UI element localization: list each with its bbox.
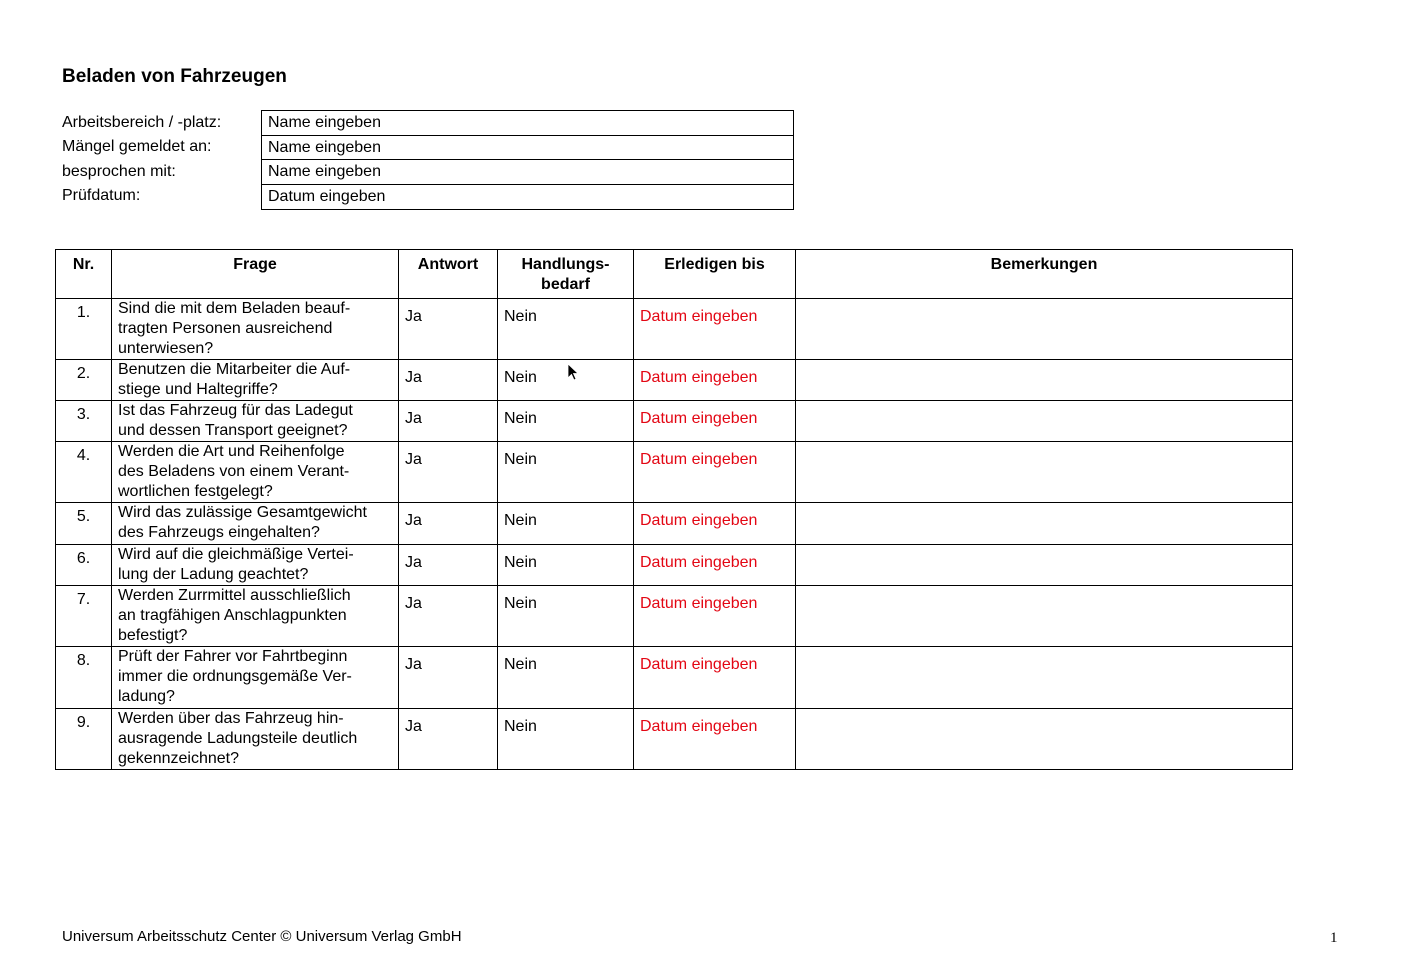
arbeitsbereich-field[interactable]: Name eingeben xyxy=(262,111,793,136)
due-date-field[interactable]: Datum eingeben xyxy=(634,442,796,503)
meta-label-besprochen: besprochen mit: xyxy=(62,163,176,180)
remarks-cell[interactable] xyxy=(796,545,1293,586)
due-date-field[interactable]: Datum eingeben xyxy=(634,647,796,709)
due-date-field[interactable]: Datum eingeben xyxy=(634,709,796,770)
table-row xyxy=(56,647,1293,709)
answer-cell[interactable]: Ja xyxy=(399,709,498,770)
action-needed-cell[interactable]: Nein xyxy=(498,360,634,401)
meta-fields-box xyxy=(261,110,794,210)
answer-cell[interactable]: Ja xyxy=(399,360,498,401)
remarks-cell[interactable] xyxy=(796,442,1293,503)
header-frage: Frage xyxy=(112,250,399,299)
row-number: 8. xyxy=(56,647,112,709)
row-number: 2. xyxy=(56,360,112,401)
footer-copyright: Universum Arbeitsschutz Center © Universum Verlag GmbH xyxy=(62,928,462,945)
question-text: Werden Zurrmittel ausschließlich an tragfähigen Anschlagpunkten befestigt? xyxy=(112,586,399,647)
question-text: Benutzen die Mitarbeiter die Auf- stiege und Haltegriffe? xyxy=(112,360,399,401)
table-header-row xyxy=(56,250,1293,299)
table-row xyxy=(56,299,1293,360)
question-text: Sind die mit dem Beladen beauf- tragten Personen ausreichend unterwiesen? xyxy=(112,299,399,360)
header-antwort: Antwort xyxy=(399,250,498,299)
row-number: 5. xyxy=(56,503,112,545)
header-erledigen-bis: Erledigen bis xyxy=(634,250,796,299)
checklist-table xyxy=(55,249,1293,770)
table-row xyxy=(56,709,1293,770)
due-date-field[interactable]: Datum eingeben xyxy=(634,545,796,586)
remarks-cell[interactable] xyxy=(796,503,1293,545)
document-title: Beladen von Fahrzeugen xyxy=(62,66,287,87)
action-needed-cell[interactable]: Nein xyxy=(498,545,634,586)
table-row xyxy=(56,503,1293,545)
question-text: Wird das zulässige Gesamtgewicht des Fahrzeugs eingehalten? xyxy=(112,503,399,545)
row-number: 4. xyxy=(56,442,112,503)
meta-label-maengel: Mängel gemeldet an: xyxy=(62,138,212,155)
action-needed-cell[interactable]: Nein xyxy=(498,401,634,442)
header-nr: Nr. xyxy=(56,250,112,299)
answer-cell[interactable]: Ja xyxy=(399,299,498,360)
row-number: 7. xyxy=(56,586,112,647)
question-text: Wird auf die gleichmäßige Vertei- lung der Ladung geachtet? xyxy=(112,545,399,586)
due-date-field[interactable]: Datum eingeben xyxy=(634,360,796,401)
remarks-cell[interactable] xyxy=(796,299,1293,360)
table-row xyxy=(56,401,1293,442)
action-needed-cell[interactable]: Nein xyxy=(498,709,634,770)
remarks-cell[interactable] xyxy=(796,647,1293,709)
due-date-field[interactable]: Datum eingeben xyxy=(634,401,796,442)
action-needed-cell[interactable]: Nein xyxy=(498,586,634,647)
meta-label-pruefdatum: Prüfdatum: xyxy=(62,187,141,204)
pruefdatum-field[interactable]: Datum eingeben xyxy=(268,187,386,205)
remarks-cell[interactable] xyxy=(796,360,1293,401)
answer-cell[interactable]: Ja xyxy=(399,545,498,586)
row-number: 9. xyxy=(56,709,112,770)
due-date-field[interactable]: Datum eingeben xyxy=(634,299,796,360)
table-row xyxy=(56,360,1293,401)
mouse-cursor-icon xyxy=(568,364,580,382)
answer-cell[interactable]: Ja xyxy=(399,442,498,503)
question-text: Werden die Art und Reihenfolge des Beladens von einem Verant- wortlichen festgelegt? xyxy=(112,442,399,503)
question-text: Ist das Fahrzeug für das Ladegut und dessen Transport geeignet? xyxy=(112,401,399,442)
header-bemerkungen: Bemerkungen xyxy=(796,250,1293,299)
header-handlungsbedarf: Handlungs- bedarf xyxy=(498,250,634,299)
remarks-cell[interactable] xyxy=(796,401,1293,442)
question-text: Werden über das Fahrzeug hin- ausragende Ladungsteile deutlich gekennzeichnet? xyxy=(112,709,399,770)
action-needed-cell[interactable]: Nein xyxy=(498,299,634,360)
due-date-field[interactable]: Datum eingeben xyxy=(634,586,796,647)
action-needed-cell[interactable]: Nein xyxy=(498,647,634,709)
besprochen-mit-field[interactable]: Name eingeben xyxy=(262,160,793,185)
meta-label-arbeitsbereich: Arbeitsbereich / -platz: xyxy=(62,114,222,131)
answer-cell[interactable]: Ja xyxy=(399,586,498,647)
answer-cell[interactable]: Ja xyxy=(399,647,498,709)
action-needed-cell[interactable]: Nein xyxy=(498,503,634,545)
action-needed-cell[interactable]: Nein xyxy=(498,442,634,503)
question-text: Prüft der Fahrer vor Fahrtbeginn immer die ordnungsgemäße Ver- ladung? xyxy=(112,647,399,709)
remarks-cell[interactable] xyxy=(796,586,1293,647)
remarks-cell[interactable] xyxy=(796,709,1293,770)
maengel-gemeldet-field[interactable]: Name eingeben xyxy=(262,136,793,161)
table-row xyxy=(56,442,1293,503)
table-row xyxy=(56,586,1293,647)
answer-cell[interactable]: Ja xyxy=(399,503,498,545)
due-date-field[interactable]: Datum eingeben xyxy=(634,503,796,545)
row-number: 6. xyxy=(56,545,112,586)
answer-cell[interactable]: Ja xyxy=(399,401,498,442)
table-row xyxy=(56,545,1293,586)
row-number: 3. xyxy=(56,401,112,442)
page-number: 1 xyxy=(1330,930,1338,946)
row-number: 1. xyxy=(56,299,112,360)
